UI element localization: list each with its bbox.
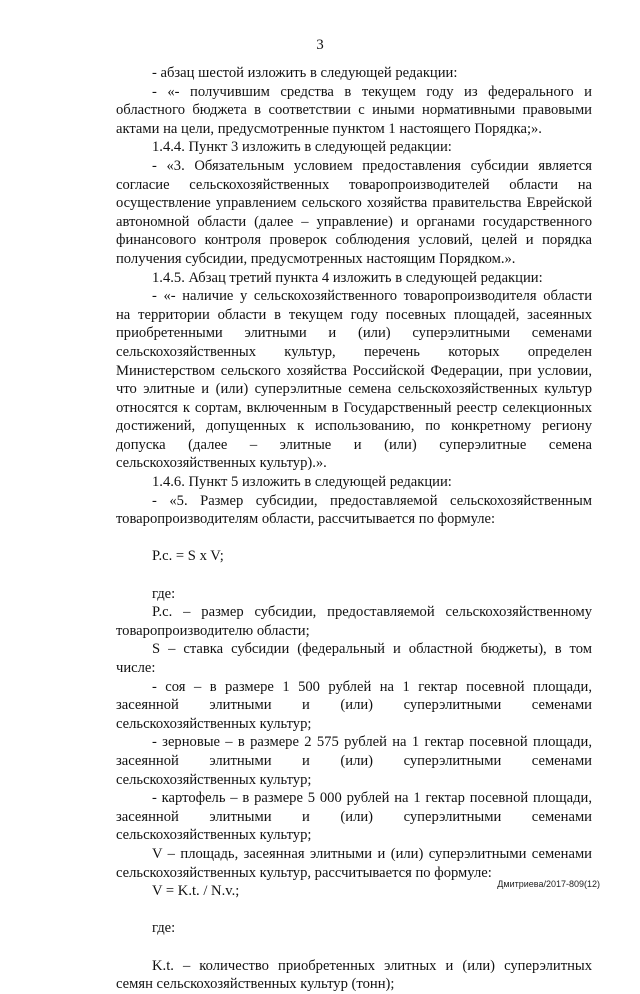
document-body [116,64,592,994]
footer-reference: Дмитриева/2017-809(12) [497,879,600,889]
paragraph: - «3. Обязательным условием предоставления субсидии является согласие сельскохозяйственных товаропроизводителей области на осуществление управлением сельского хозяйства правительства Еврейской автономной области (далее – управление) и органами государственного финансового контроля проверок соблюдения условий, целей и порядка получения субсидии, предусмотренных настоящим Порядком.». [116,157,592,267]
paragraph: - «- наличие у сельскохозяйственного товаропроизводителя области на территории области в текущем году посевных площадей, засеянных приобретенными элитными и (или) суперэлитными семенами сельскохозяйственных культур, перечень которых определен Министерством сельского хозяйства Российской Федерации, при условии, что элитные и (или) суперэлитные семена сельскохозяйственных культур относятся к сортам, включенным в Государственный реестр селекционных достижений, допущенных к использованию, по конкретному региону допуска (далее – элитные и (или) суперэлитные семена сельскохозяйственных культур).». [116,288,592,472]
paragraph: 1.4.5. Абзац третий пункта 4 изложить в следующей редакции: [152,269,543,286]
definition: - картофель – в размере 5 000 рублей на 1 гектар посевной площади, засеянной элитными и (или) суперэлитными семенами сельскохозяйственных культур; [116,790,592,844]
definition: V – площадь, засеянная элитными и (или) суперэлитными семенами сельскохозяйственных культур, рассчитывается по формуле: [116,845,592,881]
paragraph: - абзац шестой изложить в следующей редакции: [152,65,458,81]
formula-area: V = K.t. / N.v.; [152,883,240,900]
definition: - соя – в размере 1 500 рублей на 1 гектар посевной площади, засеянной элитными и (или) суперэлитными семенами сельскохозяйственных культур; [116,678,592,732]
where-label: где: [152,585,176,602]
paragraph: - «- получившим средства в текущем году из федерального и областного бюджета в соответствии с иными нормативными правовыми актами на цели, предусмотренные пунктом 1 настоящего Порядка;». [116,83,592,137]
where-label: где: [152,920,176,937]
paragraph: 1.4.6. Пункт 5 изложить в следующей редакции: [152,474,452,491]
page-number: 3 [316,37,324,53]
formula-subsidy: P.c. = S x V; [152,548,224,565]
definition: K.t. – количество приобретенных элитных и (или) суперэлитных семян сельскохозяйственных культур (тонн); [116,957,592,993]
paragraph: - «5. Размер субсидии, предоставляемой сельскохозяйственным товаропроизводителям области, рассчитывается по формуле: [116,492,592,528]
paragraph: 1.4.4. Пункт 3 изложить в следующей редакции: [152,139,452,156]
definition: S – ставка субсидии (федеральный и областной бюджеты), в том числе: [116,641,592,676]
definition: P.c. – размер субсидии, предоставляемой сельскохозяйственному товаропроизводителю области; [116,604,592,639]
definition: - зерновые – в размере 2 575 рублей на 1 гектар посевной площади, засеянной элитными и (или) суперэлитными семенами сельскохозяйственных культур; [116,734,592,788]
